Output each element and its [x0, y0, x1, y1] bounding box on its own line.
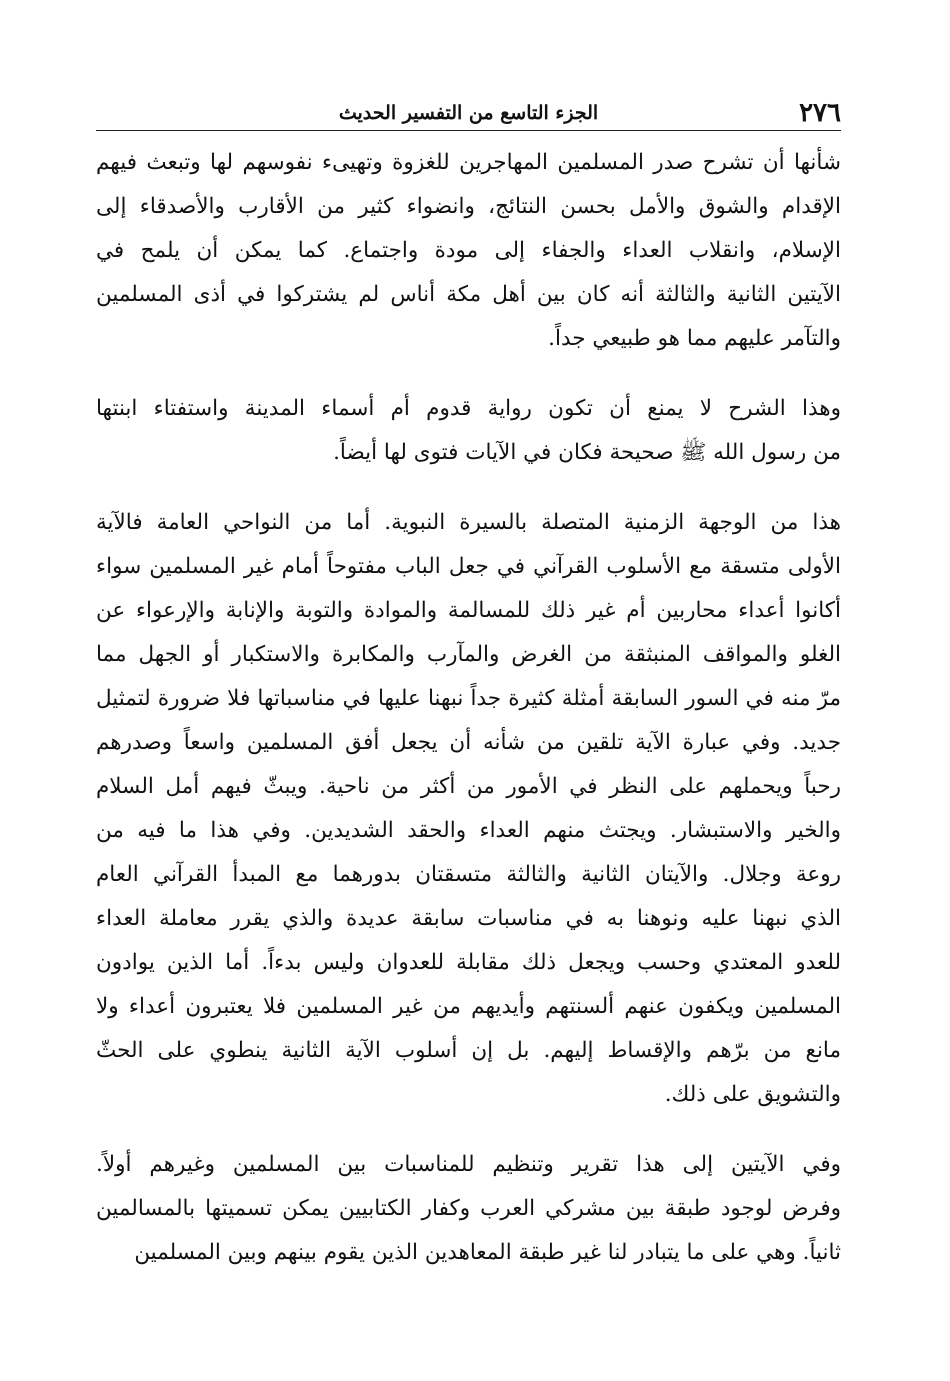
- text-line: المسلمين ويكفون عنهم ألسنتهم وأيديهم من غير المسلمين فلا يعتبرون أعداء ولا: [96, 994, 841, 1019]
- paragraph: [96, 501, 841, 1117]
- running-title: الجزء التاسع من التفسير الحديث: [338, 102, 599, 124]
- text-line: وهذا الشرح لا يمنع أن تكون رواية قدوم أم أسماء المدينة واستفتاء ابنتها: [96, 396, 841, 421]
- text-line: الإقدام والشوق والأمل بحسن النتائج، وانضواء كثير من الأقارب والأصدقاء إلى: [96, 194, 841, 219]
- text-line: الذي نبهنا عليه ونوهنا به في مناسبات سابقة عديدة والذي يقرر معاملة العداء: [96, 906, 841, 931]
- text-line: الإسلام، وانقلاب العداء والجفاء إلى مودة واجتماع. كما يمكن أن يلمح في: [96, 238, 841, 263]
- text-line: جديد. وفي عبارة الآية تلقين من شأنه أن يجعل أفق المسلمين واسعاً وصدرهم: [96, 730, 841, 755]
- text-line: رحباً ويحملهم على النظر في الأمور من أكثر من ناحية. ويبثّ فيهم أمل السلام: [96, 774, 841, 799]
- text-line: هذا من الوجهة الزمنية المتصلة بالسيرة النبوية. أما من النواحي العامة فالآية: [96, 510, 841, 535]
- paragraph: [96, 1143, 841, 1275]
- text-line: والتشويق على ذلك.: [664, 1082, 841, 1107]
- text-line: والخير والاستبشار. ويجتث منهم العداء والحقد الشديدين. وفي هذا ما فيه من: [96, 818, 841, 843]
- page-number: ٢٧٦: [799, 98, 841, 128]
- paragraph: [96, 141, 841, 361]
- text-line: والتآمر عليهم مما هو طبيعي جداً.: [548, 326, 841, 351]
- text-line: روعة وجلال. والآيتان الثانية والثالثة متسقتان بدورهما مع المبدأ القرآني العام: [96, 862, 841, 887]
- text-line: من رسول الله ﷺ صحيحة فكان في الآيات فتوى لها أيضاً.: [333, 440, 841, 465]
- text-line: الآيتين الثانية والثالثة أنه كان بين أهل مكة أناس لم يشتركوا في أذى المسلمين: [96, 282, 841, 307]
- text-line: مرّ منه في السور السابقة أمثلة كثيرة جداً نبهنا عليها في مناسباتها فلا ضرورة لتمثيل: [96, 686, 841, 711]
- book-page: [96, 90, 841, 1275]
- text-line: مانع من برّهم والإقساط إليهم. بل إن أسلوب الآية الثانية ينطوي على الحثّ: [96, 1038, 841, 1063]
- text-line: وفي الآيتين إلى هذا تقرير وتنظيم للمناسبات بين المسلمين وغيرهم أولاً.: [96, 1152, 841, 1177]
- text-line: ثانياً. وهي على ما يتبادر لنا غير طبقة المعاهدين الذين يقوم بينهم وبين المسلمين: [134, 1240, 841, 1265]
- text-line: شأنها أن تشرح صدر المسلمين المهاجرين للغزوة وتهيىء نفوسهم لها وتبعث فيهم: [96, 150, 841, 175]
- text-line: أكانوا أعداء محاربين أم غير ذلك للمسالمة والموادة والتوبة والإنابة والإرعواء عن: [96, 598, 841, 623]
- running-header: [96, 90, 841, 131]
- text-line: للعدو المعتدي وحسب ويجعل ذلك مقابلة للعدوان وليس بدءاً. أما الذين يوادون: [96, 950, 841, 975]
- text-line: الغلو والمواقف المنبثقة من الغرض والمآرب والمكابرة والاستكبار أو الجهل مما: [96, 642, 841, 667]
- text-line: وفرض لوجود طبقة بين مشركي العرب وكفار الكتابيين يمكن تسميتها بالمسالمين: [96, 1196, 841, 1221]
- paragraph: [96, 387, 841, 475]
- body-text: [96, 141, 841, 1275]
- text-line: الأولى متسقة مع الأسلوب القرآني في جعل الباب مفتوحاً أمام غير المسلمين سواء: [96, 554, 841, 579]
